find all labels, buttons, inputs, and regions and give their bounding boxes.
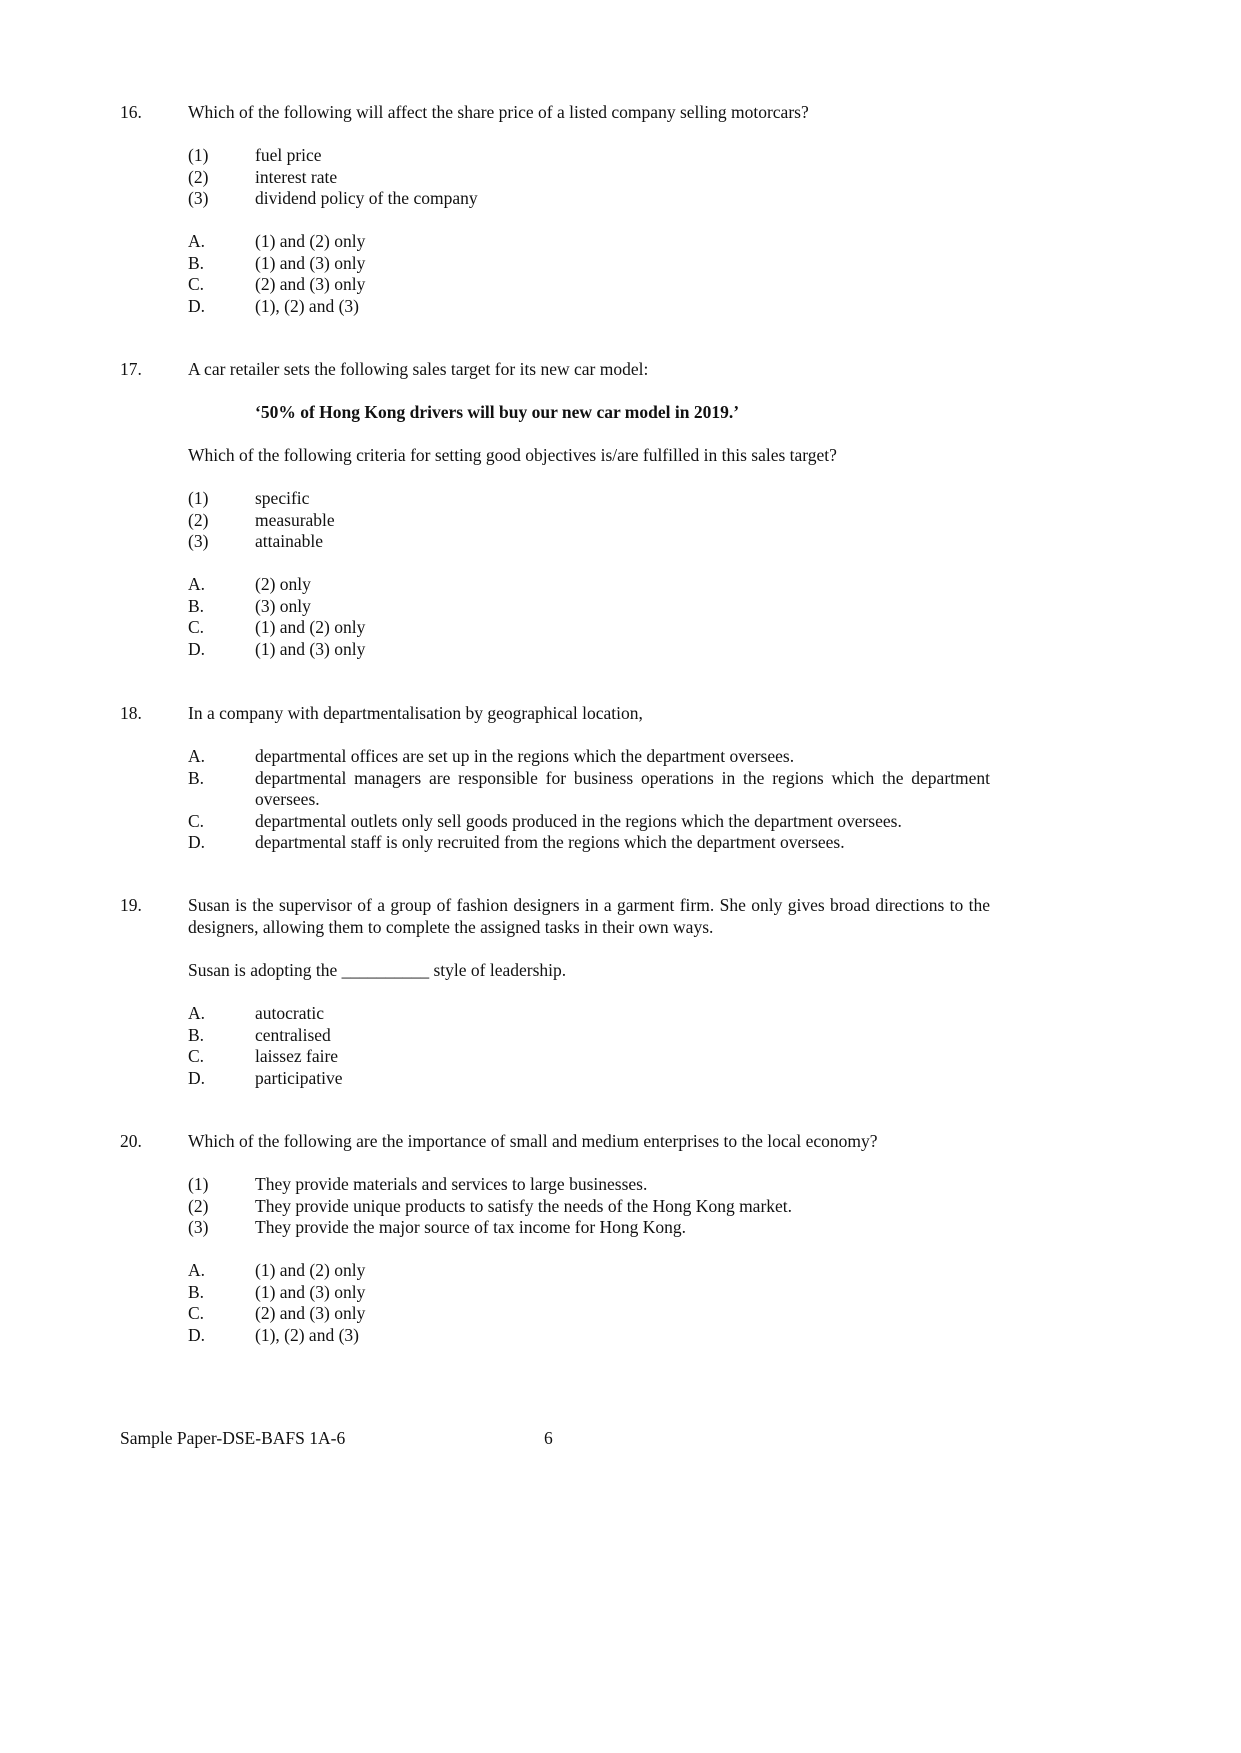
statement-label: (3) [188,1217,209,1237]
option-label: A. [188,574,206,594]
option-text: (1) and (3) only [255,638,366,659]
question-number: 20. [120,1131,142,1151]
option-label: D. [188,832,206,852]
option-item [188,768,990,811]
option-label: A. [188,1260,206,1280]
option-text: (1), (2) and (3) [255,1324,359,1345]
question-stem: Which of the following will affect the share price of a listed company selling motorcars? [188,102,809,122]
statement-text: fuel price [255,145,322,165]
statement-text: They provide materials and services to large businesses. [255,1174,648,1194]
option-label: D. [188,1324,206,1345]
option-label: B. [188,767,205,788]
footer-page-number: 6 [544,1428,553,1448]
question-stem: In a company with departmentalisation by geographical location, [188,703,643,723]
option-label: B. [188,1024,205,1045]
option-label: C. [188,1046,205,1066]
option-label: C. [188,810,205,831]
statement-label: (1) [188,145,209,165]
statement-text: dividend policy of the company [255,188,478,208]
statement-label: (2) [188,509,209,530]
statement-text: specific [255,488,310,508]
question-number: 16. [120,102,142,122]
option-text: autocratic [255,1003,324,1023]
option-label: C. [188,274,205,294]
option-item [188,832,990,854]
option-label: C. [188,617,205,637]
option-text: centralised [255,1024,331,1045]
footer-paper-code: Sample Paper-DSE-BAFS 1A-6 [120,1428,346,1448]
option-label: A. [188,231,206,251]
option-label: D. [188,638,206,659]
statement-text: attainable [255,531,324,551]
option-item [188,811,990,833]
statement-text: They provide the major source of tax income for Hong Kong. [255,1217,687,1237]
question-number: 17. [120,359,142,379]
option-text: departmental managers are responsible for business operations in the regions which the department oversees. [255,767,990,809]
option-label: B. [188,1281,205,1302]
option-text: departmental offices are set up in the regions which the department oversees. [255,746,795,766]
option-text: (1) and (2) only [255,617,366,637]
statement-label: (3) [188,531,209,551]
option-list [188,746,990,854]
statement-label: (3) [188,188,209,208]
statement-label: (1) [188,488,209,508]
question-number: 19. [120,895,142,915]
option-text: (2) and (3) only [255,274,366,294]
option-text: (1) and (2) only [255,1260,366,1280]
statement-label: (2) [188,1195,209,1216]
option-text: (3) only [255,595,311,616]
question-stem: A car retailer sets the following sales target for its new car model: [188,359,649,379]
option-text: (1), (2) and (3) [255,295,359,316]
option-text: laissez faire [255,1046,339,1066]
option-text: (2) and (3) only [255,1303,366,1323]
option-item [188,746,990,768]
statement-text: measurable [255,509,335,530]
statement-label: (2) [188,166,209,187]
option-text: departmental staff is only recruited from the regions which the department oversees. [255,832,845,852]
question-stem-2: Susan is adopting the __________ style of leadership. [188,960,567,980]
statement-label: (1) [188,1174,209,1194]
option-label: C. [188,1303,205,1323]
option-label: B. [188,252,205,273]
sales-target-quote: ‘50% of Hong Kong drivers will buy our new car model in 2019.’ [255,402,740,422]
option-text: participative [255,1067,343,1088]
statement-text: They provide unique products to satisfy the needs of the Hong Kong market. [255,1195,793,1216]
option-label: B. [188,595,205,616]
option-label: A. [188,1003,206,1023]
option-text: (2) only [255,574,311,594]
option-text: (1) and (2) only [255,231,366,251]
question-stem: Which of the following are the importance of small and medium enterprises to the local economy? [188,1131,878,1151]
option-text: (1) and (3) only [255,1281,366,1302]
statement-text: interest rate [255,166,338,187]
option-text: departmental outlets only sell goods produced in the regions which the department oversees. [255,810,902,831]
option-text: (1) and (3) only [255,252,366,273]
option-label: A. [188,746,206,766]
question-number: 18. [120,703,142,723]
question-stem-2: Which of the following criteria for setting good objectives is/are fulfilled in this sales target? [188,445,837,465]
question-stem: Susan is the supervisor of a group of fashion designers in a garment firm. She only gives broad directions to the designers, allowing them to complete the assigned tasks in their own ways. [188,895,990,937]
option-label: D. [188,1067,206,1088]
option-label: D. [188,295,206,316]
